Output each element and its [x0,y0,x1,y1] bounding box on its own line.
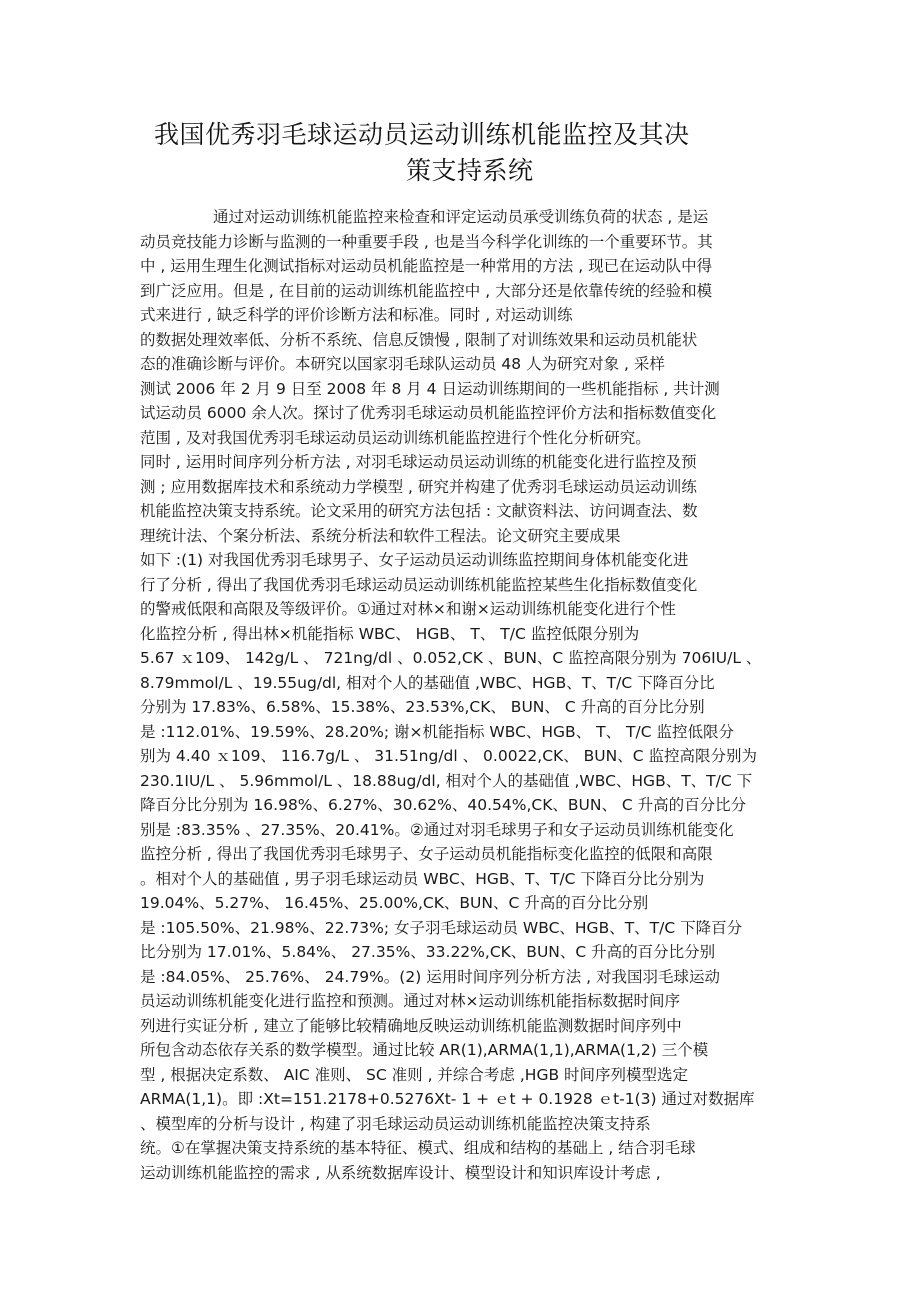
body-text-line: 别为 4.40 ｘ109、 116.7g/L 、 31.51ng/dl 、 0.0022,CK、 BUN、C 监控高限分别为 [140,747,757,765]
body-text-line: 是 :105.50%、21.98%、22.73%; 女子羽毛球运动员 WBC、HGB、T、T/C 下降百分 [140,918,743,937]
body-text-line: 理统计法、个案分析法、系统分析法和软件工程法。论文研究主要成果 [140,526,621,545]
body-text-line: 。相对个人的基础值 , 男子羽毛球运动员 WBC、HGB、T、T/C 下降百分比分别为 [140,869,705,888]
body-text-line: 中 , 运用生理生化测试指标对运动员机能监控是一种常用的方法 , 现已在运动队中得 [140,257,713,275]
body-text-line: 同时 , 运用时间序列分析方法 , 对羽毛球运动员运动训练的机能变化进行监控及预 [140,453,697,471]
body-text-line: 测试 2006 年 2 月 9 日至 2008 年 8 月 4 日运动训练期间的一些机能指标 , 共计测 [140,379,720,398]
body-text-line: ARMA(1,1)。即 :Xt=151.2178+0.5276Xt- 1 + ｅt + 0.1928 ｅt-1(3) 通过对数据库 [140,1090,755,1108]
body-text-line: 型 , 根据决定系数、 AIC 准则、 SC 准则 , 并综合考虑 ,HGB 时间序列模型选定 [140,1065,689,1084]
body-text-line: 行了分析 , 得出了我国优秀羽毛球运动员运动训练机能监控某些生化指标数值变化 [140,575,698,594]
body-text-line: 比分别为 17.01%、5.84%、 27.35%、33.22%,CK、BUN、C 升高的百分比分别 [140,943,716,961]
body-text-line: 化监控分析 , 得出林×机能指标 WBC、 HGB、 T、 T/C 监控低限分别为 [140,624,640,643]
body-text-line: 通过对运动训练机能监控来检查和评定运动员承受训练负荷的状态 , 是运 [213,208,709,226]
body-text-line: 态的准确诊断与评价。本研究以国家羽毛球队运动员 48 人为研究对象 , 采样 [140,355,665,373]
body-text-line: 的警戒低限和高限及等级评价。①通过对林×和谢×运动训练机能变化进行个性 [140,600,676,618]
body-text-line: 分别为 17.83%、6.58%、15.38%、23.53%,CK、 BUN、 C 升高的百分比分别 [140,698,705,716]
body-text-line: 试运动员 6000 余人次。探讨了优秀羽毛球运动员机能监控评价方法和指标数值变化 [140,404,717,422]
page-title-line-2: 策支持系统 [406,156,534,185]
body-text-line: 列进行实证分析 , 建立了能够比较精确地反映运动训练机能监测数据时间序列中 [140,1016,682,1035]
body-text-line: 运动训练机能监控的需求 , 从系统数据库设计、模型设计和知识库设计考虑 , [140,1163,661,1182]
body-text-line: 动员竞技能力诊断与监测的一种重要手段 , 也是当今科学化训练的一个重要环节。其 [140,232,713,251]
body-text-line: 19.04%、5.27%、 16.45%、25.00%,CK、BUN、C 升高的百分比分别 [140,894,649,912]
body-text-line: 是 :84.05%、 25.76%、 24.79%。(2) 运用时间序列分析方法 , 对我国羽毛球运动 [140,967,720,986]
body-text-line: 机能监控决策支持系统。论文采用的研究方法包括 : 文献资料法、访问调查法、数 [140,502,698,520]
body-text-line: 统。①在掌握决策支持系统的基本特征、模式、组成和结构的基础上 , 结合羽毛球 [140,1139,696,1157]
body-text-line: 降百分比分别为 16.98%、6.27%、30.62%、40.54%,CK、BUN、 C 升高的百分比分 [140,796,747,814]
body-text-line: 测 ; 应用数据库技术和系统动力学模型 , 研究并构建了优秀羽毛球运动员运动训练 [140,477,697,496]
body-text-line: 8.79mmol/L 、19.55ug/dl, 相对个人的基础值 ,WBC、HGB、T、T/C 下降百分比 [140,673,715,692]
body-text-line: 如下 :(1) 对我国优秀羽毛球男子、女子运动员运动训练监控期间身体机能变化进 [140,551,689,569]
body-text-line: 别是 :83.35% 、27.35%、20.41%。②通过对羽毛球男子和女子运动员训练机能变化 [140,820,734,839]
body-text-line: 230.1IU/L 、 5.96mmol/L 、18.88ug/dl, 相对个人的基础值 ,WBC、HGB、T、T/C 下 [140,771,753,790]
body-text-line: 、模型库的分析与设计 , 构建了羽毛球运动员运动训练机能监控决策支持系 [140,1114,651,1133]
body-text-line: 范围 , 及对我国优秀羽毛球运动员运动训练机能监控进行个性化分析研究。 [140,428,651,447]
body-text-line: 到广泛应用。但是 , 在目前的运动训练机能监控中 , 大部分还是依靠传统的经验和模 [140,281,713,300]
body-text-line: 的数据处理效率低、分析不系统、信息反馈慢 , 限制了对训练效果和运动员机能状 [140,330,698,349]
body-text-line: 所包含动态依存关系的数学模型。通过比较 AR(1),ARMA(1,1),ARMA(1,2) 三个模 [140,1041,709,1059]
body-text-line: 式来进行 , 缺乏科学的评价诊断方法和标准。同时 , 对运动训练 [140,306,573,324]
body-text-line: 监控分析 , 得出了我国优秀羽毛球男子、女子运动员机能指标变化监控的低限和高限 [140,845,713,863]
body-text-line: 是 :112.01%、19.59%、28.20%; 谢×机能指标 WBC、HGB、 T、 T/C 监控低限分 [140,722,734,741]
body-text-line: 5.67 ｘ109、 142g/L 、 721ng/dl 、0.052,CK 、BUN、C 监控高限分别为 706IU/L 、 [140,649,762,667]
page-title-line-1: 我国优秀羽毛球运动员运动训练机能监控及其决 [154,120,690,149]
body-text-line: 员运动训练机能变化进行监控和预测。通过对林×运动训练机能指标数据时间序 [140,992,680,1010]
